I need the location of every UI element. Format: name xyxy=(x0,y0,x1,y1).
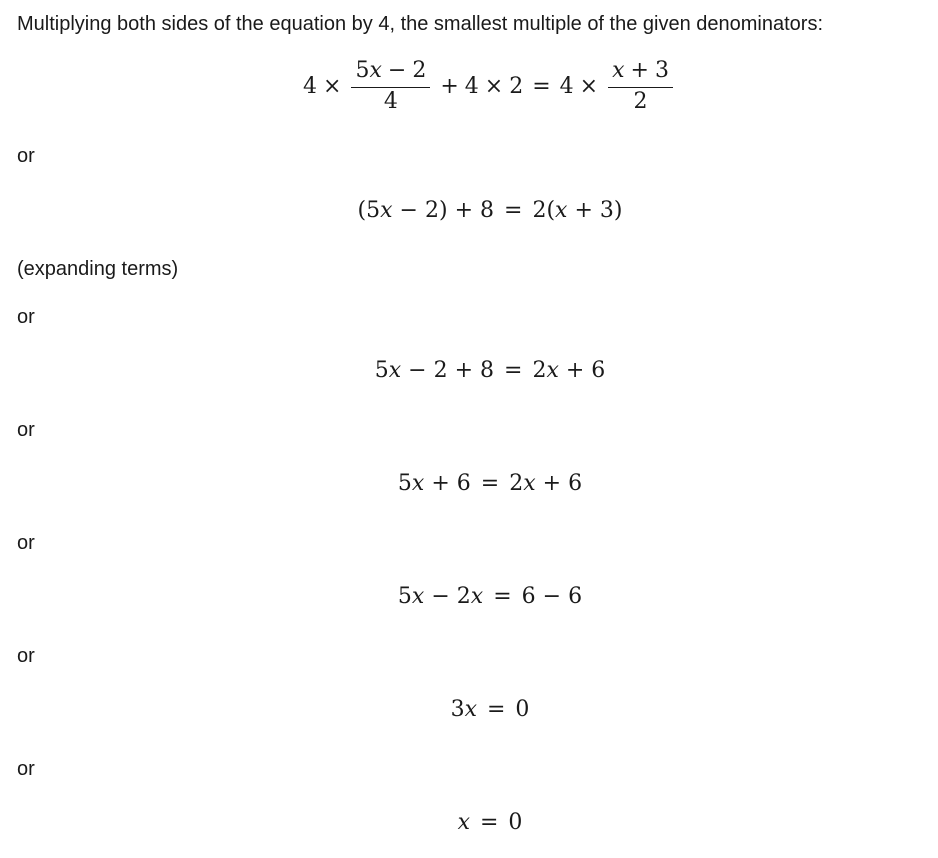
eq1-times-3: × xyxy=(579,73,599,99)
step-equation: 5x − 2 + 8 = 2x + 6 xyxy=(374,358,606,383)
eq1-rhs-a: 4 xyxy=(559,73,574,99)
or-label: or xyxy=(17,419,35,441)
fraction-2-numerator: x + 3 xyxy=(608,58,673,88)
eq1-mid-a: 4 xyxy=(464,73,479,99)
step-equation: 5x + 6 = 2x + 6 xyxy=(397,471,583,496)
fraction-1-numerator: 5x − 2 xyxy=(351,58,430,88)
equation-fraction xyxy=(0,58,938,114)
or-label: or xyxy=(17,758,35,780)
fraction-1-denominator: 4 xyxy=(383,89,398,114)
or-label: or xyxy=(17,532,35,554)
eq1-times-1: × xyxy=(323,73,342,99)
step-equation: x = 0 xyxy=(457,810,523,835)
fraction-2 xyxy=(608,58,673,114)
eq1-equals: = xyxy=(532,73,551,99)
expanding-note: (expanding terms) xyxy=(17,258,179,280)
intro-text: Multiplying both sides of the equation by 4, the smallest multiple of the given denominators: xyxy=(17,13,824,35)
or-label: or xyxy=(17,645,35,667)
step-equation: 3x = 0 xyxy=(450,697,530,722)
eq1-plus: + xyxy=(440,73,459,99)
eq1-lead: 4 xyxy=(303,73,318,99)
or-label: or xyxy=(17,306,35,328)
eq1-mid-b: 2 xyxy=(509,73,524,99)
step-equation: (5x − 2) + 8 = 2(x + 3) xyxy=(357,198,623,223)
fraction-1 xyxy=(351,58,430,114)
fraction-2-denominator: 2 xyxy=(633,89,648,114)
eq1-times-2: × xyxy=(484,73,504,99)
step-equation: 5x − 2x = 6 − 6 xyxy=(397,584,583,609)
or-label: or xyxy=(17,145,35,167)
